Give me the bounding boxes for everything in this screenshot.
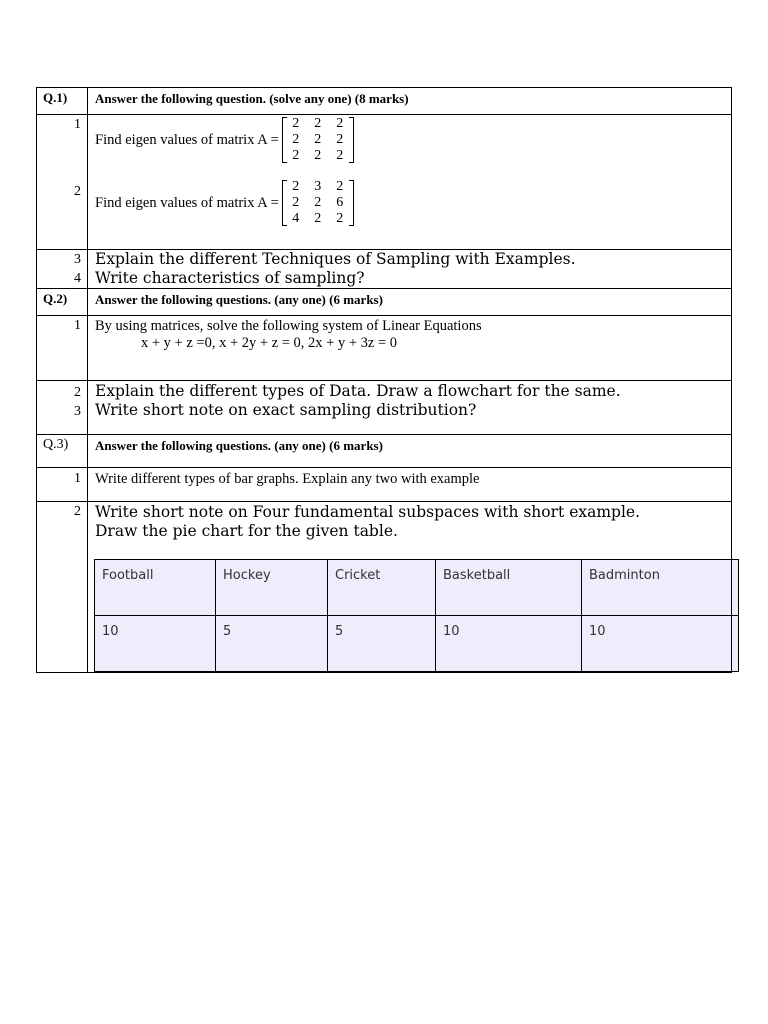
- matrix-entry: 2: [336, 179, 344, 194]
- q2-item1-cell: [88, 316, 732, 381]
- sport-cell: Cricket: [328, 560, 436, 616]
- matrix-entry: 2: [314, 132, 322, 147]
- matrix-entry: 2: [336, 148, 344, 163]
- q2-text-row: [37, 381, 732, 435]
- q1-item1-text: Find eigen values of matrix A =: [95, 131, 279, 148]
- q2-item1-text: By using matrices, solve the following system of Linear Equations: [95, 318, 482, 334]
- q2-item3-num: 3: [74, 404, 81, 419]
- q2-item3-text: Write short note on exact sampling distribution?: [95, 401, 477, 419]
- matrix-entry: 2: [292, 195, 300, 210]
- value-cell: 5: [328, 616, 436, 672]
- sports-table: [94, 559, 739, 672]
- q3-item1-cell: [88, 468, 732, 502]
- q2-label: Q.2): [37, 289, 88, 316]
- matrix-entry: 2: [292, 116, 300, 131]
- sport-cell: Badminton: [582, 560, 739, 616]
- matrix-entry: 2: [314, 148, 322, 163]
- matrix-entry: 2: [314, 116, 322, 131]
- q1-item4-text: Write characteristics of sampling?: [95, 269, 365, 287]
- value-cell: 5: [216, 616, 328, 672]
- q1-item1: [95, 116, 731, 164]
- value-cell: 10: [582, 616, 739, 672]
- matrix-entry: 3: [314, 179, 322, 194]
- q3-header: Answer the following questions. (any one) (6 marks): [95, 438, 383, 453]
- q3-item2-row: [37, 502, 732, 673]
- q2-item2-text: Explain the different types of Data. Draw a flowchart for the same.: [95, 382, 621, 400]
- q1-item4-num: 4: [74, 271, 81, 286]
- q1-item1-matrix: [282, 116, 354, 164]
- q3-item2-num: 2: [37, 502, 88, 673]
- matrix-entry: 4: [292, 211, 300, 226]
- q3-header-cell: [88, 435, 732, 468]
- matrix-entry: 2: [314, 195, 322, 210]
- q3-item1-num: 1: [37, 468, 88, 502]
- q3-item1-row: [37, 468, 732, 502]
- q2-header: Answer the following questions. (any one) (6 marks): [95, 292, 383, 307]
- q1-item2-matrix: [282, 179, 354, 227]
- question-paper: [36, 87, 732, 673]
- q2-equation: x + y + z =0, x + 2y + z = 0, 2x + y + 3z = 0: [141, 335, 398, 351]
- q1-text-nums: [37, 250, 88, 289]
- sports-header-row: [95, 560, 739, 616]
- q2-header-cell: [88, 289, 732, 316]
- q1-text-cell: [88, 250, 732, 289]
- q2-text-nums: [37, 381, 88, 435]
- q1-header-row: [37, 88, 732, 115]
- matrix-entry: 2: [314, 211, 322, 226]
- sport-cell: Football: [95, 560, 216, 616]
- q3-item1-text: Write different types of bar graphs. Explain any two with example: [95, 471, 480, 487]
- matrix-entry: 2: [292, 179, 300, 194]
- q1-header-cell: [88, 88, 732, 115]
- q1-item2-num: 2: [74, 184, 81, 199]
- matrix-entry: 2: [292, 132, 300, 147]
- matrix-entry: 6: [336, 195, 344, 210]
- q1-item3-text: Explain the different Techniques of Sampling with Examples.: [95, 250, 576, 268]
- q1-text-row: [37, 250, 732, 289]
- q3-label: Q.3): [37, 435, 88, 468]
- q3-item2-line2: Draw the pie chart for the given table.: [95, 522, 398, 540]
- q1-matrix-cell: [88, 115, 732, 250]
- q1-item1-num: 1: [74, 117, 81, 132]
- q3-item2-cell: [88, 502, 732, 673]
- q1-matrix-row: [37, 115, 732, 250]
- q2-header-row: [37, 289, 732, 316]
- matrix-entry: 2: [336, 132, 344, 147]
- sport-cell: Basketball: [436, 560, 582, 616]
- q1-item2-text: Find eigen values of matrix A =: [95, 194, 279, 211]
- q2-item2-num: 2: [74, 385, 81, 400]
- value-cell: 10: [95, 616, 216, 672]
- q1-header: Answer the following question. (solve any one) (8 marks): [95, 91, 409, 106]
- q3-item2-line1: Write short note on Four fundamental subspaces with short example.: [95, 503, 641, 521]
- q1-label: Q.1): [37, 88, 88, 115]
- matrix-entry: 2: [336, 211, 344, 226]
- sport-cell: Hockey: [216, 560, 328, 616]
- q2-item1-num: 1: [37, 316, 88, 381]
- q2-item1-row: [37, 316, 732, 381]
- matrix-entry: 2: [292, 148, 300, 163]
- q1-matrix-nums: [37, 115, 88, 250]
- questions-table: [36, 87, 732, 673]
- q1-item3-num: 3: [74, 252, 81, 267]
- q1-item2: [95, 179, 731, 227]
- sports-value-row: [95, 616, 739, 672]
- q2-text-cell: [88, 381, 732, 435]
- matrix-entry: 2: [336, 116, 344, 131]
- value-cell: 10: [436, 616, 582, 672]
- q3-header-row: [37, 435, 732, 468]
